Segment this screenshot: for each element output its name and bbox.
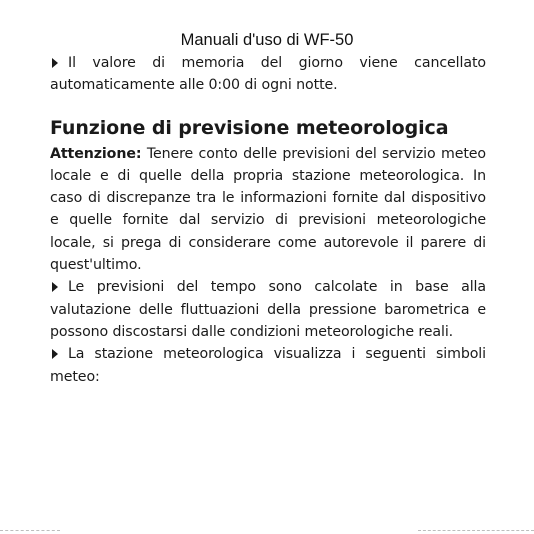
symbols-bullet-text: La stazione meteorologica visualizza i seguenti simboli meteo:	[50, 346, 486, 385]
forecast-bullet-text: Le previsioni del tempo sono calcolate in base alla valutazione delle fluttuazioni della pressione barometrica e possono discostarsi dalle condizioni meteorologiche reali.	[50, 279, 486, 340]
page-header: Manuali d'uso di WF-50	[180, 31, 354, 49]
page-edge-line-right	[418, 530, 534, 532]
triangle-bullet-icon	[52, 349, 58, 359]
attention-text: Tenere conto delle previsioni del servizio meteo locale e di quelle della propria stazione meteorologica. In caso di discrepanze tra le informazioni fornite dal dispositivo e quelle fornite dal servizio di previsioni meteorologiche locale, si prega di considerare come autorevole il parere di quest'ultimo.	[50, 145, 486, 274]
intro-bullet-text: Il valore di memoria del giorno viene cancellato automaticamente alle 0:00 di ogni notte.	[50, 55, 486, 94]
forecast-bullet-paragraph	[50, 276, 486, 343]
page-content	[50, 52, 486, 388]
attention-paragraph	[50, 143, 486, 277]
page-edge-line-left	[0, 530, 60, 532]
section-title: Funzione di previsione meteorologica	[50, 116, 449, 139]
intro-bullet-paragraph	[50, 52, 486, 97]
triangle-bullet-icon	[52, 58, 58, 68]
attention-label: Attenzione:	[50, 145, 142, 162]
triangle-bullet-icon	[52, 282, 58, 292]
symbols-bullet-paragraph	[50, 343, 486, 388]
